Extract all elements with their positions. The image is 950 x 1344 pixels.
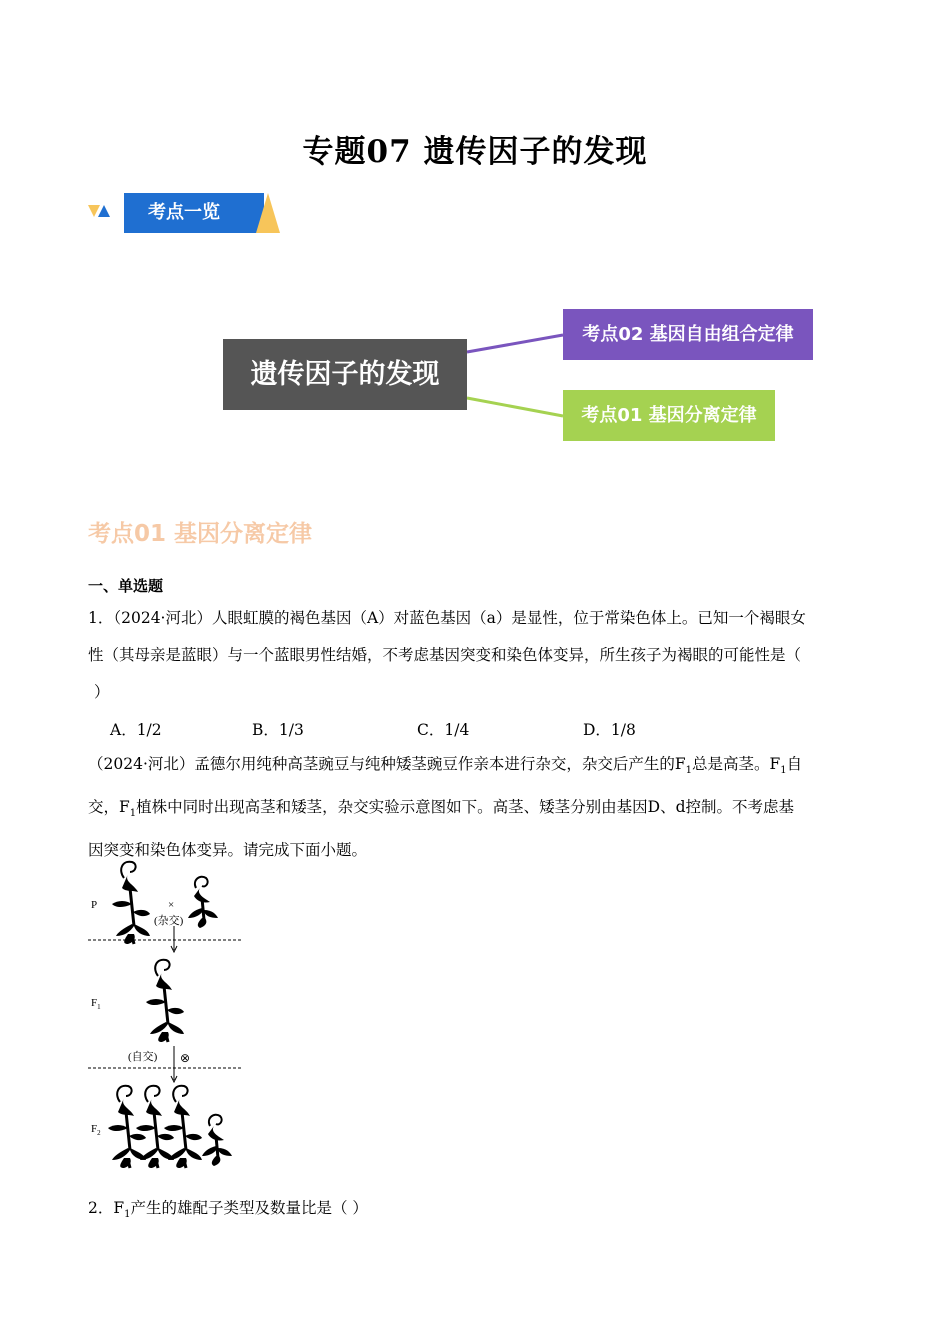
question-1-line-2: 性（其母亲是蓝眼）与一个蓝眼男性结婚，不考虑基因突变和染色体变异，所生孩子为褐眼的可能性是（: [88, 646, 802, 664]
context-line-2: 交，$F_1$植株中同时出现高茎和矮茎，杂交实验示意图如下。高茎、矮茎分别由基因D、d控制。不考虑基: [88, 798, 794, 820]
context-line-1: （2024·河北）孟德尔用纯种高茎豌豆与纯种矮茎豌豆作亲本进行杂交，杂交后产生的$F_1$总是高茎。$F_1$自: [88, 755, 803, 777]
question-1: [88, 600, 863, 711]
mindmap-center-node: 遗传因子的发现: [223, 339, 467, 410]
mindmap-branch-segregation: 考点01 基因分离定律: [563, 390, 775, 441]
p-generation-label: P: [91, 899, 98, 911]
f2-generation-label: $F_2$: [91, 1123, 101, 1137]
f1-generation-label: $F_1$: [91, 997, 101, 1011]
connector-bottom: [467, 398, 563, 416]
section-heading: 考点01 基因分离定律: [88, 521, 313, 547]
cross-label: (杂交): [154, 915, 184, 927]
f1-tall-plant: [146, 960, 184, 1042]
option-d[interactable]: D．1/8: [583, 721, 636, 739]
mindmap-connectors: [0, 0, 950, 460]
context-paragraph: [88, 746, 863, 869]
question-1-line-3: ）: [94, 683, 110, 701]
option-a[interactable]: A．1/2: [110, 721, 162, 739]
short-parent-plant: [188, 877, 218, 928]
context-line-3: 因突变和染色体变异。请完成下面小题。: [88, 841, 368, 860]
self-cross-label: (自交): [128, 1051, 158, 1063]
page-title: 专题07 遗传因子的发现: [302, 134, 648, 170]
option-c[interactable]: C．1/4: [417, 721, 470, 739]
subsection-heading: 一、单选题: [88, 577, 164, 595]
badge-label: 考点一览: [124, 193, 264, 233]
tall-parent-plant: [112, 862, 150, 944]
question-1-line-1: 1．（2024·河北）人眼虹膜的褐色基因（A）对蓝色基因（a）是显性，位于常染色体上。已知一个褐眼女: [88, 609, 806, 627]
cross-experiment-figure: [86, 858, 246, 1170]
mindmap-branch-free-combination: 考点02 基因自由组合定律: [563, 309, 813, 360]
connector-top: [467, 335, 563, 352]
question-2: 2．$F_1$产生的雄配子类型及数量比是（ ）: [88, 1199, 368, 1221]
f2-short-plant: [202, 1115, 232, 1166]
cross-symbol: ×: [168, 899, 175, 911]
self-cross-symbol: ⊗: [180, 1051, 191, 1065]
option-b[interactable]: B．1/3: [252, 721, 304, 739]
